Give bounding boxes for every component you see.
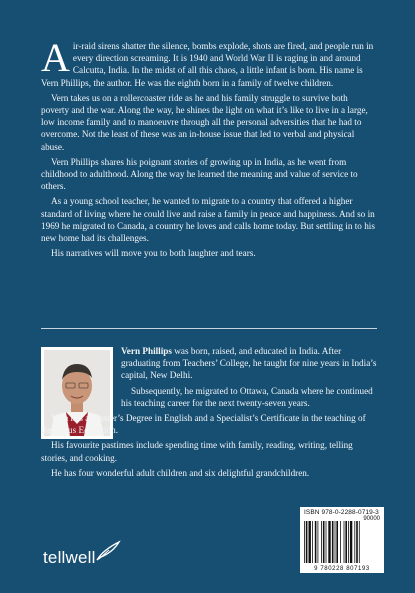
section-divider — [41, 328, 377, 329]
bio-paragraph-3: Vern has a Master’s Degree in English and a Specialist’s Certificate in the teaching of Religious Education. — [41, 413, 366, 436]
bio-paragraph-5: He has four wonderful adult children and six delightful grandchildren. — [51, 467, 310, 478]
book-blurb — [41, 35, 377, 262]
barcode-bars — [304, 521, 380, 563]
isbn-number: ISBN 978-0-2288-0719-3 — [304, 509, 379, 516]
ean-digits: 9 780228 807193 — [314, 566, 370, 572]
bio-paragraph-2: Subsequently, he migrated to Ottawa, Canada where he continued his teaching career for the next twenty-seven years. — [121, 385, 373, 408]
price-code: 90000 — [363, 516, 380, 522]
bio-paragraph-4: His favourite pastimes include spending time with family, reading, writing, telling stories, and cooking. — [41, 440, 353, 463]
quill-icon — [95, 540, 121, 562]
bio-paragraph-1-text: was born, raised, and educated in India. After graduating from Teachers’ College, he taught for nine years in India’s capital, New Delhi. — [121, 346, 377, 381]
publisher-name: tellwell — [43, 548, 96, 567]
blurb-paragraph-5: His narratives will move you to both laughter and tears. — [51, 248, 256, 259]
author-name: Vern Phillips — [121, 346, 172, 356]
publisher-logo — [43, 540, 123, 570]
barcode — [300, 507, 384, 573]
bio-paragraph-1 — [121, 345, 377, 382]
blurb-paragraph-3: Vern Phillips shares his poignant stories of growing up in India, as he went from childhood to adulthood. Along the way he learned the meaning and value of service to others. — [41, 156, 358, 192]
blurb-paragraph-4: As a young school teacher, he wanted to migrate to a country that offered a higher standard of living where he could live and raise a family in peace and happiness. And so in 1969 he migrated to Canada, a country he loves and calls home today. But settling in to his new home had its challenges. — [41, 196, 375, 244]
drop-cap: A — [41, 35, 70, 80]
blurb-paragraph-1 — [41, 35, 377, 89]
blurb-paragraph-1-text: ir-raid sirens shatter the silence, bombs explode, shots are fired, and people run in every direction screaming. It is 1940 and World War II is raging in and around Calcutta, India. In the midst of all this chaos, a little infant is born. His name is Vern Phillips, the author. He was the eighth born in a family of twelve children. — [41, 41, 374, 88]
author-bio — [41, 345, 377, 482]
blurb-paragraph-2: Vern takes us on a rollercoaster ride as he and his family struggle to survive both poverty and the war. Along the way, he shines the light on what it’s like to live in a large, low income family and to manoeuvre through all the personal adversities that he had to overcome. Not the least of these was an in-house issue that led to verbal and physical abuse. — [41, 92, 368, 152]
